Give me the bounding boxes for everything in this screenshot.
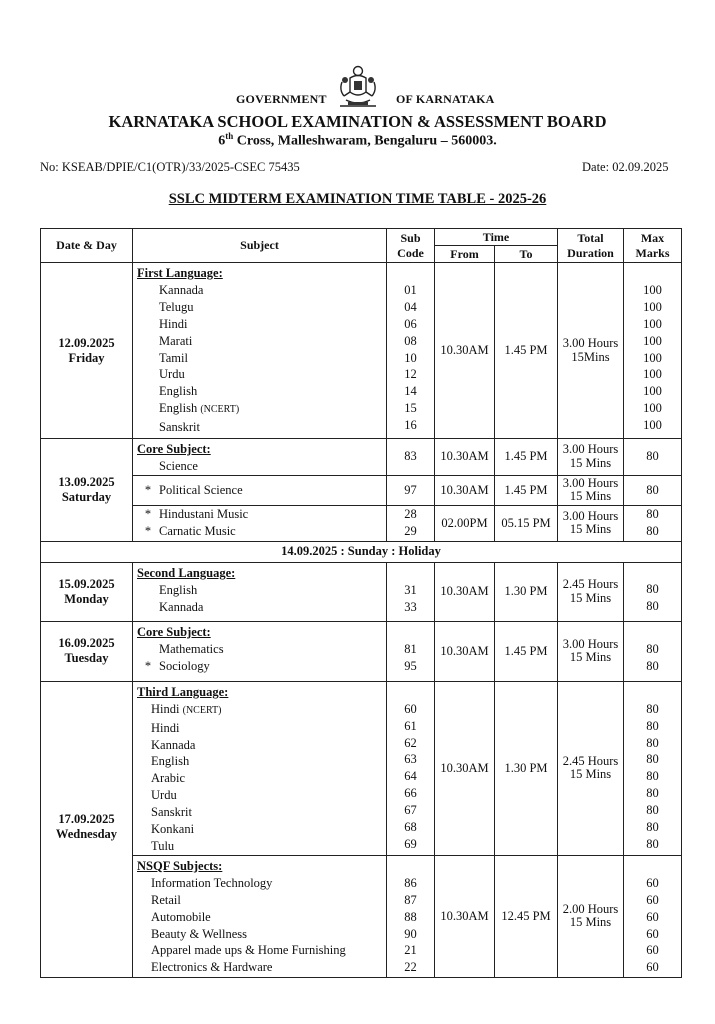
karnataka-emblem-icon <box>336 64 380 110</box>
subject-code: 64 <box>404 769 417 784</box>
subject-name: Sanskrit <box>151 805 192 820</box>
max-marks: 80 <box>646 701 659 716</box>
subject-cell <box>133 855 387 977</box>
timetable <box>40 228 682 978</box>
header-max-marks <box>624 229 682 263</box>
star-marker: * <box>144 524 152 539</box>
subject-code: 97 <box>387 475 435 505</box>
header-sub-code <box>387 229 435 263</box>
duration <box>558 505 624 541</box>
subject-code: 15 <box>404 401 417 416</box>
table-row <box>41 562 682 621</box>
to-time: 05.15 PM <box>495 505 558 541</box>
subject-name: Hindi <box>151 720 180 735</box>
subject-name-text: English <box>159 401 198 416</box>
duration-mins: 15 Mins <box>569 489 612 504</box>
ncert-tag: (NCERT) <box>200 404 240 416</box>
group-heading: Core Subject: <box>137 442 211 456</box>
max-marks: 60 <box>646 943 659 958</box>
duration-mins: 15 Mins <box>569 650 612 665</box>
max-marks: 60 <box>646 892 659 907</box>
group-heading: NSQF Subjects: <box>137 858 223 873</box>
max-marks: 80 <box>624 439 682 476</box>
duration-mins: 15 Mins <box>569 915 612 930</box>
subject-code: 04 <box>404 299 417 314</box>
subject-code: 86 <box>404 875 417 890</box>
subject-cell <box>133 475 387 505</box>
subject-name <box>137 701 386 720</box>
max-marks: 80 <box>646 641 659 656</box>
subject-cell <box>133 439 387 476</box>
max-marks: 100 <box>643 282 662 297</box>
to-time: 1.45 PM <box>495 475 558 505</box>
subject-code: 33 <box>404 599 417 614</box>
duration-hours: 3.00 Hours <box>562 636 619 651</box>
subject-name: Arabic <box>151 771 186 786</box>
duration-label: Duration <box>567 245 614 260</box>
max-marks: 80 <box>646 735 659 750</box>
subject-name: English <box>151 754 190 769</box>
address-rest: Cross, Malleshwaram, Bengaluru – 560003. <box>233 133 497 149</box>
subject-code: 08 <box>404 333 417 348</box>
subject-name: Automobile <box>151 909 211 924</box>
duration-hours: 2.45 Hours <box>562 577 619 592</box>
subject-code: 10 <box>404 350 417 365</box>
max-marks: 100 <box>643 384 662 399</box>
exam-date: 13.09.2025 <box>58 474 115 489</box>
subject-code: 61 <box>404 718 417 733</box>
subject-name: Urdu <box>159 367 185 382</box>
subject-code: 06 <box>404 316 417 331</box>
subject-name: Kannada <box>151 737 196 752</box>
header-from: From <box>435 246 495 263</box>
subject-name <box>137 400 386 419</box>
code-label: Code <box>397 245 424 260</box>
max-marks: 80 <box>646 786 659 801</box>
subject-code: 87 <box>404 892 417 907</box>
marks-cell <box>624 681 682 855</box>
duration-mins: 15 Mins <box>569 767 612 782</box>
to-time: 1.45 PM <box>495 621 558 681</box>
code-cell <box>387 562 435 621</box>
subject-name-text: Hindi <box>151 701 180 716</box>
subject-name: Science <box>159 458 198 473</box>
to-time: 1.30 PM <box>495 681 558 855</box>
code-cell <box>387 681 435 855</box>
marks-cell <box>624 263 682 439</box>
duration-hours: 3.00 Hours <box>562 336 619 350</box>
from-time: 10.30AM <box>435 681 495 855</box>
subject-name: Tamil <box>159 350 188 365</box>
max-marks: 100 <box>643 350 662 365</box>
subject-name: Mathematics <box>159 641 224 656</box>
group-heading: First Language: <box>137 266 223 280</box>
subject-code: 69 <box>404 836 417 851</box>
subject-name: Retail <box>151 892 181 907</box>
max-marks: 80 <box>646 581 659 596</box>
subject-name: Marati <box>159 333 193 348</box>
max-marks: 80 <box>646 820 659 835</box>
board-name: KARNATAKA SCHOOL EXAMINATION & ASSESSMENT BOARD <box>108 112 607 131</box>
duration-hours: 3.00 Hours <box>562 442 619 457</box>
subject-code: 63 <box>404 752 417 767</box>
subject-code: 88 <box>404 909 417 924</box>
max-marks: 80 <box>646 836 659 851</box>
subject-name-text: Carnatic Music <box>159 524 236 539</box>
exam-date: 12.09.2025 <box>58 335 115 350</box>
document-date: Date: 02.09.2025 <box>582 160 669 174</box>
group-heading: Core Subject: <box>137 624 211 639</box>
code-cell <box>387 505 435 541</box>
marks-cell <box>624 855 682 977</box>
star-marker: * <box>144 658 152 673</box>
subject-code: 83 <box>387 439 435 476</box>
board-address <box>0 131 715 150</box>
max-marks: 80 <box>646 507 659 522</box>
duration <box>558 439 624 476</box>
from-time: 02.00PM <box>435 505 495 541</box>
duration-hours: 2.00 Hours <box>562 901 619 916</box>
table-row <box>41 541 682 562</box>
header-time: Time <box>435 229 558 246</box>
subject-cell <box>133 621 387 681</box>
from-time: 10.30AM <box>435 562 495 621</box>
duration-mins: 15 Mins <box>569 590 612 605</box>
marks-label: Marks <box>635 245 670 260</box>
exam-date: 15.09.2025 <box>58 576 115 591</box>
subject-code: 21 <box>404 943 417 958</box>
subject-cell <box>133 562 387 621</box>
max-marks: 100 <box>643 299 662 314</box>
max-label: Max <box>640 230 665 245</box>
duration <box>558 681 624 855</box>
address-suffix: th <box>225 131 234 141</box>
to-time: 1.45 PM <box>495 263 558 439</box>
marks-cell <box>624 562 682 621</box>
sub-label: Sub <box>400 230 421 245</box>
max-marks: 60 <box>646 960 659 975</box>
max-marks: 80 <box>646 718 659 733</box>
max-marks: 80 <box>646 769 659 784</box>
subject-code: 90 <box>404 926 417 941</box>
table-row <box>41 505 682 541</box>
from-time: 10.30AM <box>435 475 495 505</box>
subject-code: 22 <box>404 960 417 975</box>
address-number: 6 <box>218 133 226 149</box>
subject-code: 67 <box>404 803 417 818</box>
government-label: GOVERNMENT <box>236 92 327 106</box>
marks-cell <box>624 621 682 681</box>
table-row <box>41 681 682 855</box>
subject-code: 66 <box>404 786 417 801</box>
star-marker: * <box>144 507 152 522</box>
table-row <box>41 475 682 505</box>
max-marks: 100 <box>643 333 662 348</box>
subject-name <box>137 658 386 675</box>
table-row <box>41 439 682 476</box>
table-row <box>41 855 682 977</box>
from-time: 10.30AM <box>435 263 495 439</box>
max-marks: 100 <box>643 418 662 433</box>
max-marks: 80 <box>646 658 659 673</box>
exam-day: Friday <box>68 350 105 365</box>
code-cell <box>387 263 435 439</box>
subject-cell <box>133 505 387 541</box>
duration-mins: 15 Mins <box>569 455 612 470</box>
subject-name: Hindi <box>159 316 188 331</box>
table-row <box>41 263 682 439</box>
date-cell <box>41 681 133 977</box>
group-heading: Second Language: <box>137 565 236 580</box>
subject-code: 95 <box>404 658 417 673</box>
from-time: 10.30AM <box>435 439 495 476</box>
exam-day: Monday <box>64 591 109 606</box>
max-marks: 60 <box>646 909 659 924</box>
duration <box>558 475 624 505</box>
exam-day: Saturday <box>61 489 112 504</box>
of-karnataka-label: OF KARNATAKA <box>396 92 495 106</box>
code-cell <box>387 621 435 681</box>
ncert-tag: (NCERT) <box>182 704 222 716</box>
exam-date: 17.09.2025 <box>58 811 115 826</box>
subject-code: 68 <box>404 820 417 835</box>
subject-code: 81 <box>404 641 417 656</box>
subject-name-text: Hindustani Music <box>159 507 249 522</box>
subject-code: 29 <box>404 524 417 539</box>
subject-name: Kannada <box>159 282 204 297</box>
duration-hours: 3.00 Hours <box>562 475 619 490</box>
duration-hours: 3.00 Hours <box>562 508 619 523</box>
header-date-day: Date & Day <box>41 229 133 263</box>
subject-name-text: Sociology <box>159 658 210 673</box>
total-label: Total <box>577 230 604 245</box>
max-marks: 100 <box>643 316 662 331</box>
max-marks: 60 <box>646 926 659 941</box>
max-marks: 80 <box>646 598 659 613</box>
max-marks: 100 <box>643 367 662 382</box>
duration-hours: 2.45 Hours <box>562 753 619 768</box>
subject-name: Urdu <box>151 788 177 803</box>
group-heading: Third Language: <box>137 684 229 699</box>
date-cell <box>41 621 133 681</box>
max-marks: 80 <box>646 524 659 539</box>
subject-name: English <box>159 582 198 597</box>
exam-day: Wednesday <box>55 826 118 841</box>
marks-cell <box>624 505 682 541</box>
subject-code: 31 <box>404 582 417 597</box>
code-cell <box>387 855 435 977</box>
subject-code: 01 <box>404 282 417 297</box>
subject-name: Electronics & Hardware <box>151 960 273 975</box>
header-total-duration <box>558 229 624 263</box>
duration <box>558 263 624 439</box>
max-marks: 80 <box>624 475 682 505</box>
header-subject: Subject <box>133 229 387 263</box>
to-time: 1.45 PM <box>495 439 558 476</box>
subject-name: Tulu <box>151 838 175 853</box>
subject-name: Apparel made ups & Home Furnishing <box>151 943 346 958</box>
star-marker: * <box>144 482 152 497</box>
date-cell <box>41 439 133 542</box>
subject-name: Information Technology <box>151 875 273 890</box>
from-time: 10.30AM <box>435 855 495 977</box>
subject-code: 16 <box>404 418 417 433</box>
duration-mins: 15Mins <box>571 349 610 364</box>
subject-name-text: Political Science <box>159 482 243 497</box>
max-marks: 100 <box>643 401 662 416</box>
reference-number: No: KSEAB/DPIE/C1(OTR)/33/2025-CSEC 75435 <box>40 160 300 174</box>
holiday-row: 14.09.2025 : Sunday : Holiday <box>41 541 682 562</box>
duration-mins: 15 Mins <box>569 522 612 537</box>
from-time: 10.30AM <box>435 621 495 681</box>
subject-name <box>137 506 386 523</box>
date-cell <box>41 562 133 621</box>
subject-name: Sanskrit <box>159 420 200 435</box>
subject-cell <box>133 681 387 855</box>
exam-day: Tuesday <box>64 651 109 666</box>
subject-name <box>137 482 386 499</box>
date-cell <box>41 263 133 439</box>
header-to: To <box>495 246 558 263</box>
subject-code: 28 <box>404 507 417 522</box>
subject-code: 12 <box>404 367 417 382</box>
max-marks: 80 <box>646 803 659 818</box>
duration <box>558 562 624 621</box>
subject-name: Kannada <box>159 599 204 614</box>
exam-date: 16.09.2025 <box>58 636 115 651</box>
subject-code: 14 <box>404 384 417 399</box>
duration <box>558 855 624 977</box>
duration <box>558 621 624 681</box>
table-row <box>41 621 682 681</box>
max-marks: 60 <box>646 875 659 890</box>
subject-name <box>137 523 386 540</box>
subject-name: English <box>159 384 198 399</box>
to-time: 12.45 PM <box>495 855 558 977</box>
to-time: 1.30 PM <box>495 562 558 621</box>
subject-name: Telugu <box>159 299 194 314</box>
max-marks: 80 <box>646 752 659 767</box>
subject-cell <box>133 263 387 439</box>
subject-name: Konkani <box>151 822 195 837</box>
subject-name: Beauty & Wellness <box>151 926 247 941</box>
subject-code: 60 <box>404 701 417 716</box>
page-title: SSLC MIDTERM EXAMINATION TIME TABLE - 2025-26 <box>168 191 547 207</box>
subject-code: 62 <box>404 735 417 750</box>
